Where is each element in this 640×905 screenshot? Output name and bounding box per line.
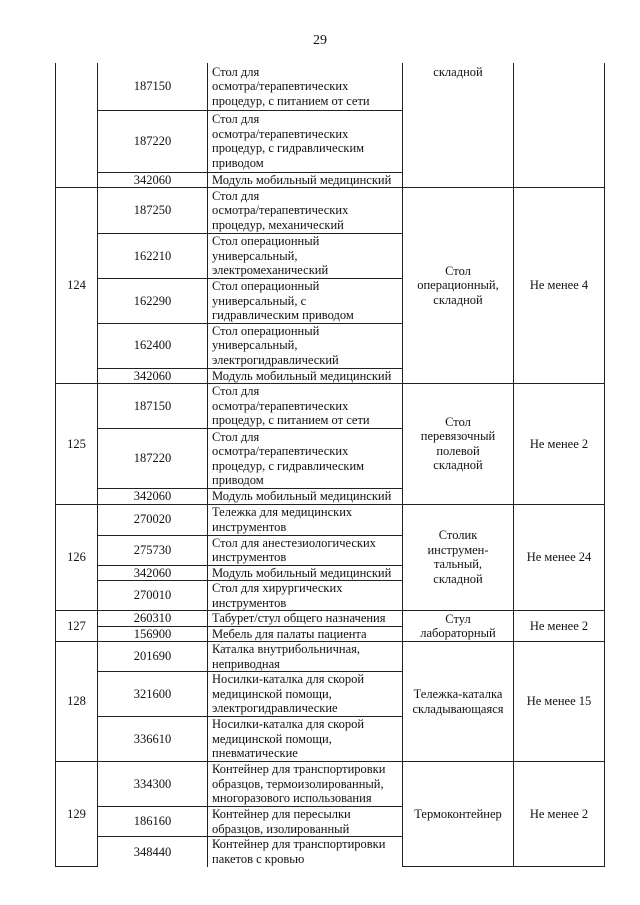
description-cell: Стол для осмотра/терапевтических процедур, с гидравлическим приводом bbox=[208, 429, 403, 489]
code-cell: 186160 bbox=[98, 807, 208, 837]
code-cell: 270010 bbox=[98, 581, 208, 611]
description-cell: Мебель для палаты пациента bbox=[208, 626, 403, 642]
code-cell: 342060 bbox=[98, 368, 208, 384]
table-row bbox=[56, 762, 605, 807]
page-number: 29 bbox=[313, 33, 327, 48]
description-cell: Носилки-каталка для скорой медицинской помощи, электрогидравлические bbox=[208, 672, 403, 717]
code-cell: 260310 bbox=[98, 611, 208, 627]
description-cell: Стол операционный универсальный, электрогидравлический bbox=[208, 323, 403, 368]
quantity-cell: Не менее 24 bbox=[514, 504, 605, 611]
item-name: Стол перевязочный полевой складной bbox=[403, 384, 514, 505]
code-cell: 275730 bbox=[98, 535, 208, 565]
code-cell: 187220 bbox=[98, 429, 208, 489]
description-cell: Модуль мобильный медицинский bbox=[208, 565, 403, 581]
item-name: складной bbox=[403, 63, 514, 188]
code-cell: 187250 bbox=[98, 188, 208, 234]
code-cell: 342060 bbox=[98, 565, 208, 581]
item-number: 129 bbox=[56, 762, 98, 867]
code-cell: 201690 bbox=[98, 642, 208, 672]
description-cell: Каталка внутрибольничная, неприводная bbox=[208, 642, 403, 672]
code-cell: 162400 bbox=[98, 323, 208, 368]
code-cell: 342060 bbox=[98, 172, 208, 188]
quantity-cell: Не менее 2 bbox=[514, 384, 605, 505]
description-cell: Стол для осмотра/терапевтических процедур, механический bbox=[208, 188, 403, 234]
quantity-cell: Не менее 2 bbox=[514, 611, 605, 642]
table-row bbox=[56, 384, 605, 429]
item-number: 124 bbox=[56, 188, 98, 384]
description-cell: Стол для осмотра/терапевтических процедур, с питанием от сети bbox=[208, 384, 403, 429]
description-cell: Табурет/стул общего назначения bbox=[208, 611, 403, 627]
code-cell: 342060 bbox=[98, 489, 208, 505]
code-cell: 187150 bbox=[98, 63, 208, 110]
item-name: Термоконтейнер bbox=[403, 762, 514, 867]
description-cell: Модуль мобильный медицинский bbox=[208, 489, 403, 505]
code-cell: 187150 bbox=[98, 384, 208, 429]
code-cell: 321600 bbox=[98, 672, 208, 717]
description-cell: Носилки-каталка для скорой медицинской помощи, пневматические bbox=[208, 717, 403, 762]
item-number: 125 bbox=[56, 384, 98, 505]
item-name: Столик инструмен- тальный, складной bbox=[403, 504, 514, 611]
code-cell: 162290 bbox=[98, 279, 208, 324]
code-cell: 334300 bbox=[98, 762, 208, 807]
item-name: Стол операционный, складной bbox=[403, 188, 514, 384]
quantity-cell: Не менее 2 bbox=[514, 762, 605, 867]
description-cell: Модуль мобильный медицинский bbox=[208, 172, 403, 188]
item-number: 128 bbox=[56, 642, 98, 762]
table-row bbox=[56, 642, 605, 672]
quantity-cell: Не менее 15 bbox=[514, 642, 605, 762]
description-cell: Стол для хирургических инструментов bbox=[208, 581, 403, 611]
equipment-table bbox=[55, 63, 605, 867]
item-name: Тележка-каталка складывающаяся bbox=[403, 642, 514, 762]
table-row bbox=[56, 504, 605, 535]
description-cell: Стол для анестезиологических инструментов bbox=[208, 535, 403, 565]
table-row bbox=[56, 63, 605, 110]
table-row bbox=[56, 611, 605, 627]
code-cell: 270020 bbox=[98, 504, 208, 535]
item-number: 127 bbox=[56, 611, 98, 642]
description-cell: Модуль мобильный медицинский bbox=[208, 368, 403, 384]
description-cell: Стол для осмотра/терапевтических процедур, с питанием от сети bbox=[208, 63, 403, 110]
code-cell: 156900 bbox=[98, 626, 208, 642]
item-number: 126 bbox=[56, 504, 98, 611]
description-cell: Контейнер для транспортировки пакетов с кровью bbox=[208, 837, 403, 867]
item-name: Стул лабораторный bbox=[403, 611, 514, 642]
description-cell: Контейнер для пересылки образцов, изолированный bbox=[208, 807, 403, 837]
table-row bbox=[56, 188, 605, 234]
description-cell: Стол для осмотра/терапевтических процедур, с гидравлическим приводом bbox=[208, 110, 403, 172]
description-cell: Тележка для медицинских инструментов bbox=[208, 504, 403, 535]
description-cell: Стол операционный универсальный, с гидравлическим приводом bbox=[208, 279, 403, 324]
quantity-cell: Не менее 4 bbox=[514, 188, 605, 384]
code-cell: 336610 bbox=[98, 717, 208, 762]
description-cell: Контейнер для транспортировки образцов, термоизолированный, многоразового использования bbox=[208, 762, 403, 807]
item-number bbox=[56, 63, 98, 188]
code-cell: 162210 bbox=[98, 234, 208, 279]
description-cell: Стол операционный универсальный, электромеханический bbox=[208, 234, 403, 279]
code-cell: 348440 bbox=[98, 837, 208, 867]
quantity-cell bbox=[514, 63, 605, 188]
code-cell: 187220 bbox=[98, 110, 208, 172]
